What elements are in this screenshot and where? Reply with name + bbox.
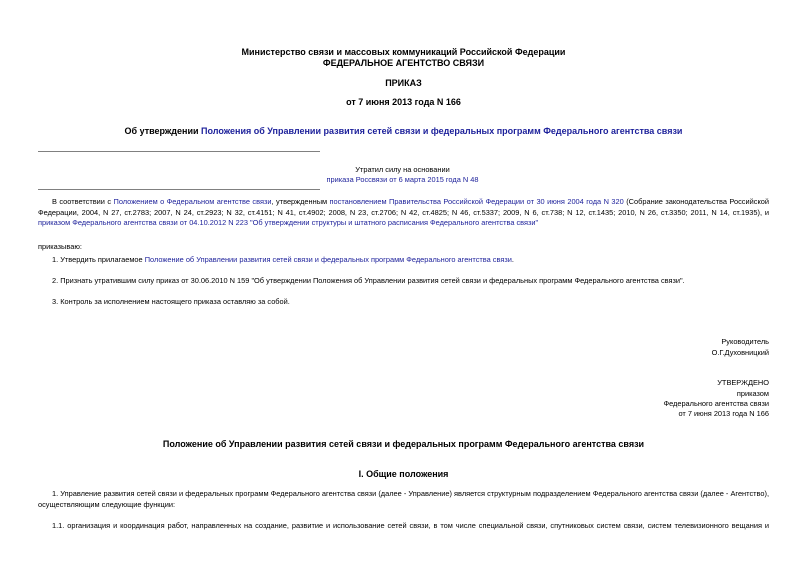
item-1-text: 1. Утвердить прилагаемое (52, 255, 145, 264)
divider-top (38, 151, 320, 152)
approval-line-1: УТВЕРЖДЕНО (717, 378, 769, 387)
title-prefix: Об утверждении (124, 126, 202, 136)
signature-position: Руководитель (721, 337, 769, 346)
preamble-link-decree[interactable]: постановлением Правительства Российской Федерации от 30 июня 2004 года N 320 (329, 197, 624, 206)
status-line: Утратил силу на основании (355, 165, 450, 174)
regulation-paragraph-1: 1. Управление развития сетей связи и федеральных программ Федерального агентства связи (далее - Управление) является структурным подразделением Федерального агентства связи (далее - Агентство), осуществляющим следующие функции: (38, 489, 769, 509)
signature-name: О.Г.Духовницкий (711, 348, 769, 357)
approval-line-4: от 7 июня 2013 года N 166 (678, 409, 769, 418)
status-link[interactable]: приказа Россвязи от 6 марта 2015 года N 48 (326, 175, 479, 184)
regulation-title: Положение об Управлении развития сетей связи и федеральных программ Федерального агентства связи (162, 439, 645, 449)
item-2: 2. Признать утратившим силу приказ от 30.06.2010 N 159 "Об утверждении Положения об Управлении развития сетей связи и федеральных программ Федерального агентства связи". (52, 276, 685, 285)
item-1 (52, 255, 514, 265)
preamble-paragraph (38, 197, 769, 229)
preamble-text-3: (Собрание законодательства Российской Федерации, 2004, N 27, ст.2783; 2007, N 24, ст.2923; N 32, ст.4151; N 41, ст.4902; 2008, N 23, ст.2706; N 42, ст.4825; N 46, ст.5337; 2009, N 6, ст.738; N 12, ст.1435; 2010, N 26, ст.3350; 2011, N 14, ст.1935), и (38, 197, 770, 217)
approval-line-2: приказом (736, 389, 769, 398)
preamble-text-1: В соответствии с (52, 197, 114, 206)
header-doc-type: ПРИКАЗ (385, 78, 422, 88)
divider-bottom (38, 189, 320, 190)
item-1-link[interactable]: Положение об Управлении развития сетей связи и федеральных программ Федерального агентства связи (144, 255, 512, 264)
item-3: 3. Контроль за исполнением настоящего приказа оставляю за собой. (52, 297, 290, 306)
approval-line-3: Федерального агентства связи (663, 399, 769, 408)
header-date-number: от 7 июня 2013 года N 166 (346, 97, 461, 107)
regulation-paragraph-1-1: 1.1. организация и координация работ, направленных на создание, развитие и использование сетей связи, в том числе специальной связи, спутниковых систем связи, систем телевизионного вещания и (52, 521, 769, 530)
section-heading: I. Общие положения (358, 469, 449, 479)
document-title (0, 126, 807, 137)
title-link[interactable]: Положения об Управлении развития сетей связи и федеральных программ Федерального агентства связи (201, 126, 683, 136)
preamble-link-regulation[interactable]: Положением о Федеральном агентстве связи (113, 197, 272, 206)
preamble-link-order[interactable]: приказом Федерального агентства связи от 04.10.2012 N 223 "Об утверждении структуры и штатного расписания Федерального агентства связи" (38, 218, 539, 227)
header-agency: ФЕДЕРАЛЬНОЕ АГЕНТСТВО СВЯЗИ (322, 58, 485, 68)
order-word: приказываю: (38, 242, 82, 251)
item-1-end: . (511, 255, 514, 264)
preamble-text-2: , утвержденным (271, 197, 330, 206)
header-ministry: Министерство связи и массовых коммуникаций Российской Федерации (241, 47, 566, 57)
